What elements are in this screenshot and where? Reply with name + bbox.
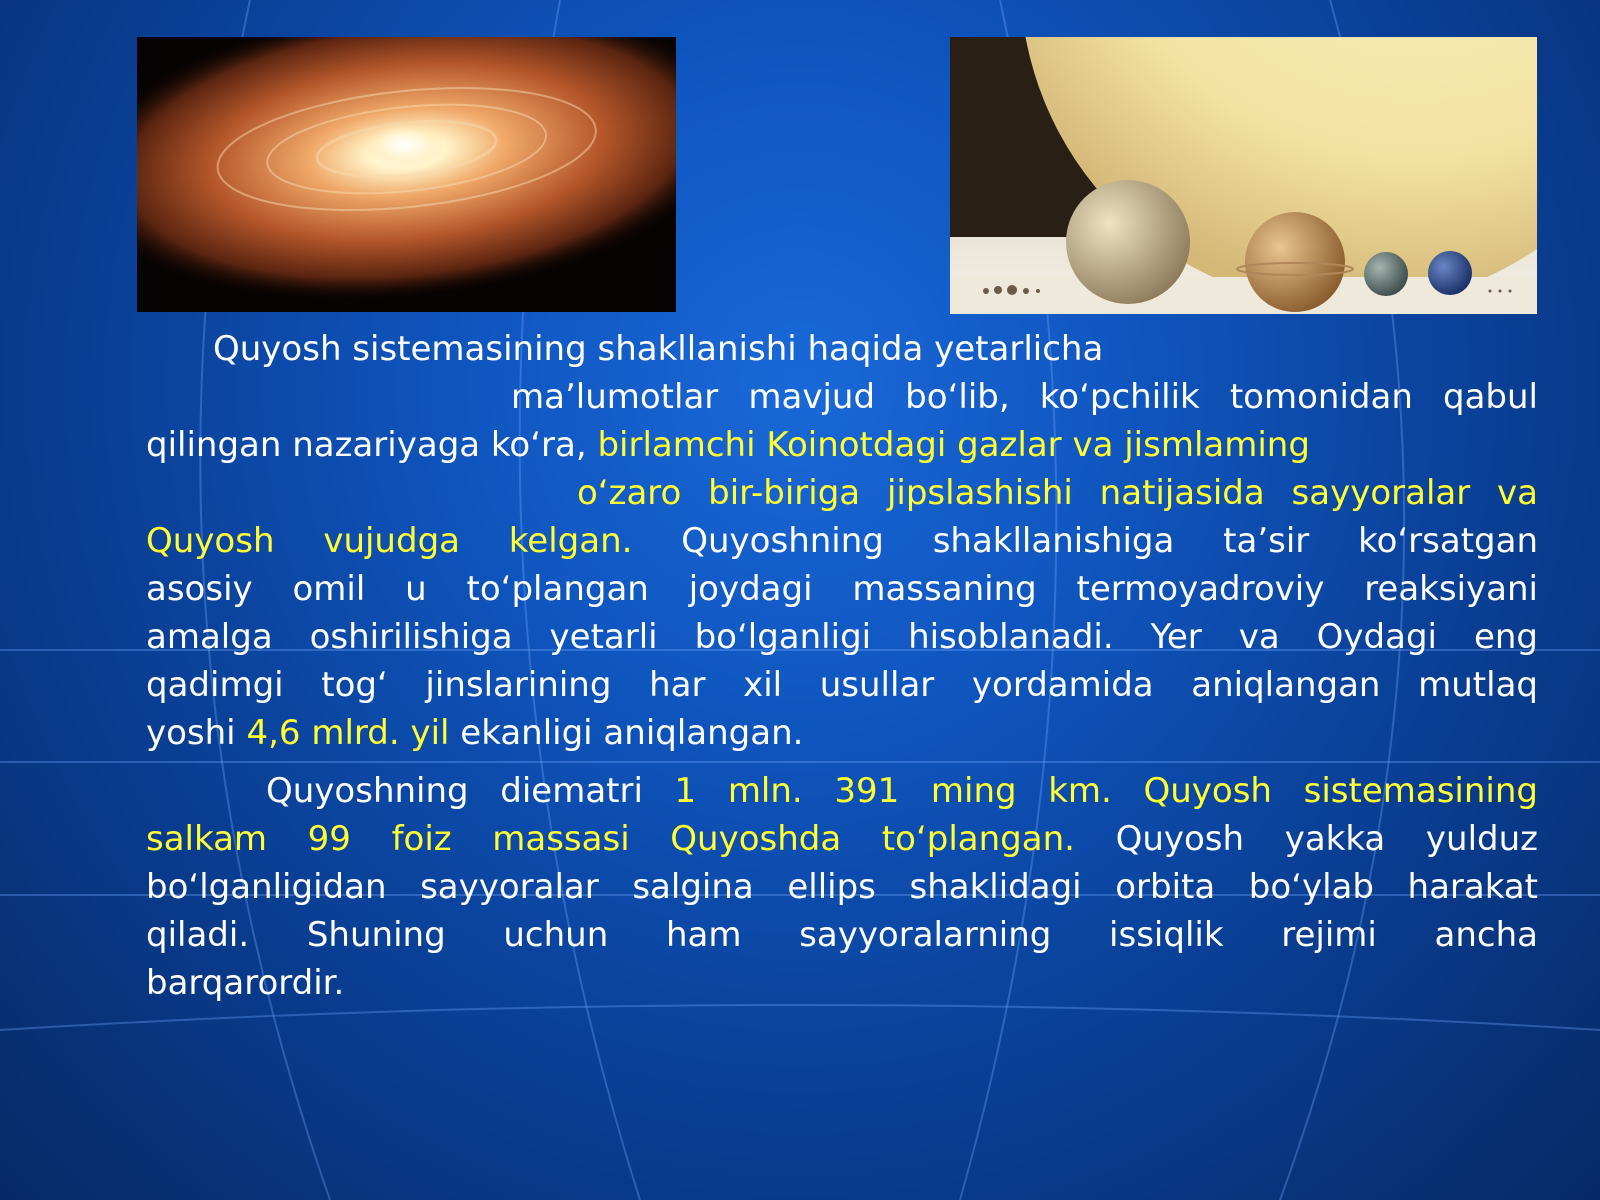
text-line xyxy=(146,863,1538,911)
text-segment: barqarordir. xyxy=(146,963,345,1003)
text-segment: Quyoshning shakllanishiga ta’sir ko‘rsatgan xyxy=(632,521,1538,561)
text-line xyxy=(146,613,1538,661)
text-line xyxy=(146,661,1538,709)
text-line xyxy=(146,709,1538,757)
sun-and-planets-image xyxy=(950,37,1537,314)
highlighted-text: salkam 99 foiz massasi Quyoshda to‘plangan. xyxy=(146,819,1075,859)
text-segment: Quyoshning diematri xyxy=(266,771,675,811)
protoplanetary-disk-image xyxy=(137,37,676,312)
text-segment: qadimgi tog‘ jinslarining har xil usullar yordamida aniqlangan mutlaq xyxy=(146,665,1538,705)
highlighted-text: o‘zaro bir-biriga jipslashishi natijasida sayyoralar va xyxy=(577,473,1538,513)
text-segment: ma’lumotlar mavjud bo‘lib, ko‘pchilik tomonidan qabul xyxy=(511,377,1538,417)
text-segment: yoshi xyxy=(146,713,247,753)
text-line xyxy=(146,959,1538,1007)
text-segment: qiladi. Shuning uchun ham sayyoralarning issiqlik rejimi ancha xyxy=(146,915,1538,955)
highlighted-text: 4,6 mlrd. yil xyxy=(246,713,450,753)
highlighted-text: 1 mln. 391 ming km. Quyosh sistemasining xyxy=(674,771,1538,811)
text-segment: amalga oshirilishiga yetarli bo‘lganligi hisoblanadi. Yer va Oydagi eng xyxy=(146,617,1538,657)
highlighted-text: Quyosh vujudga kelgan. xyxy=(146,521,633,561)
paragraph-sun-diameter xyxy=(146,767,1538,1007)
text-segment: qilingan nazariyaga ko‘ra, xyxy=(146,425,598,465)
text-line xyxy=(146,815,1538,863)
text-line xyxy=(146,469,1538,517)
highlighted-text: birlamchi Koinotdagi gazlar va jismlaming xyxy=(597,425,1310,465)
text-line xyxy=(146,767,1538,815)
text-line xyxy=(146,421,1538,469)
text-segment: asosiy omil u to‘plangan joydagi massaning termoyadroviy reaksiyani xyxy=(146,569,1538,609)
paragraph-solar-system-formation xyxy=(146,325,1538,757)
text-line xyxy=(146,373,1538,421)
text-segment: Quyosh sistemasining shakllanishi haqida yetarlicha xyxy=(213,329,1104,369)
text-line xyxy=(146,325,1538,373)
text-segment: Quyosh yakka yulduz xyxy=(1074,819,1538,859)
text-line xyxy=(146,565,1538,613)
text-line xyxy=(146,911,1538,959)
text-segment: bo‘lganligidan sayyoralar salgina ellips shaklidagi orbita bo‘ylab harakat xyxy=(146,867,1538,907)
text-segment: ekanligi aniqlangan. xyxy=(449,713,804,753)
text-line xyxy=(146,517,1538,565)
